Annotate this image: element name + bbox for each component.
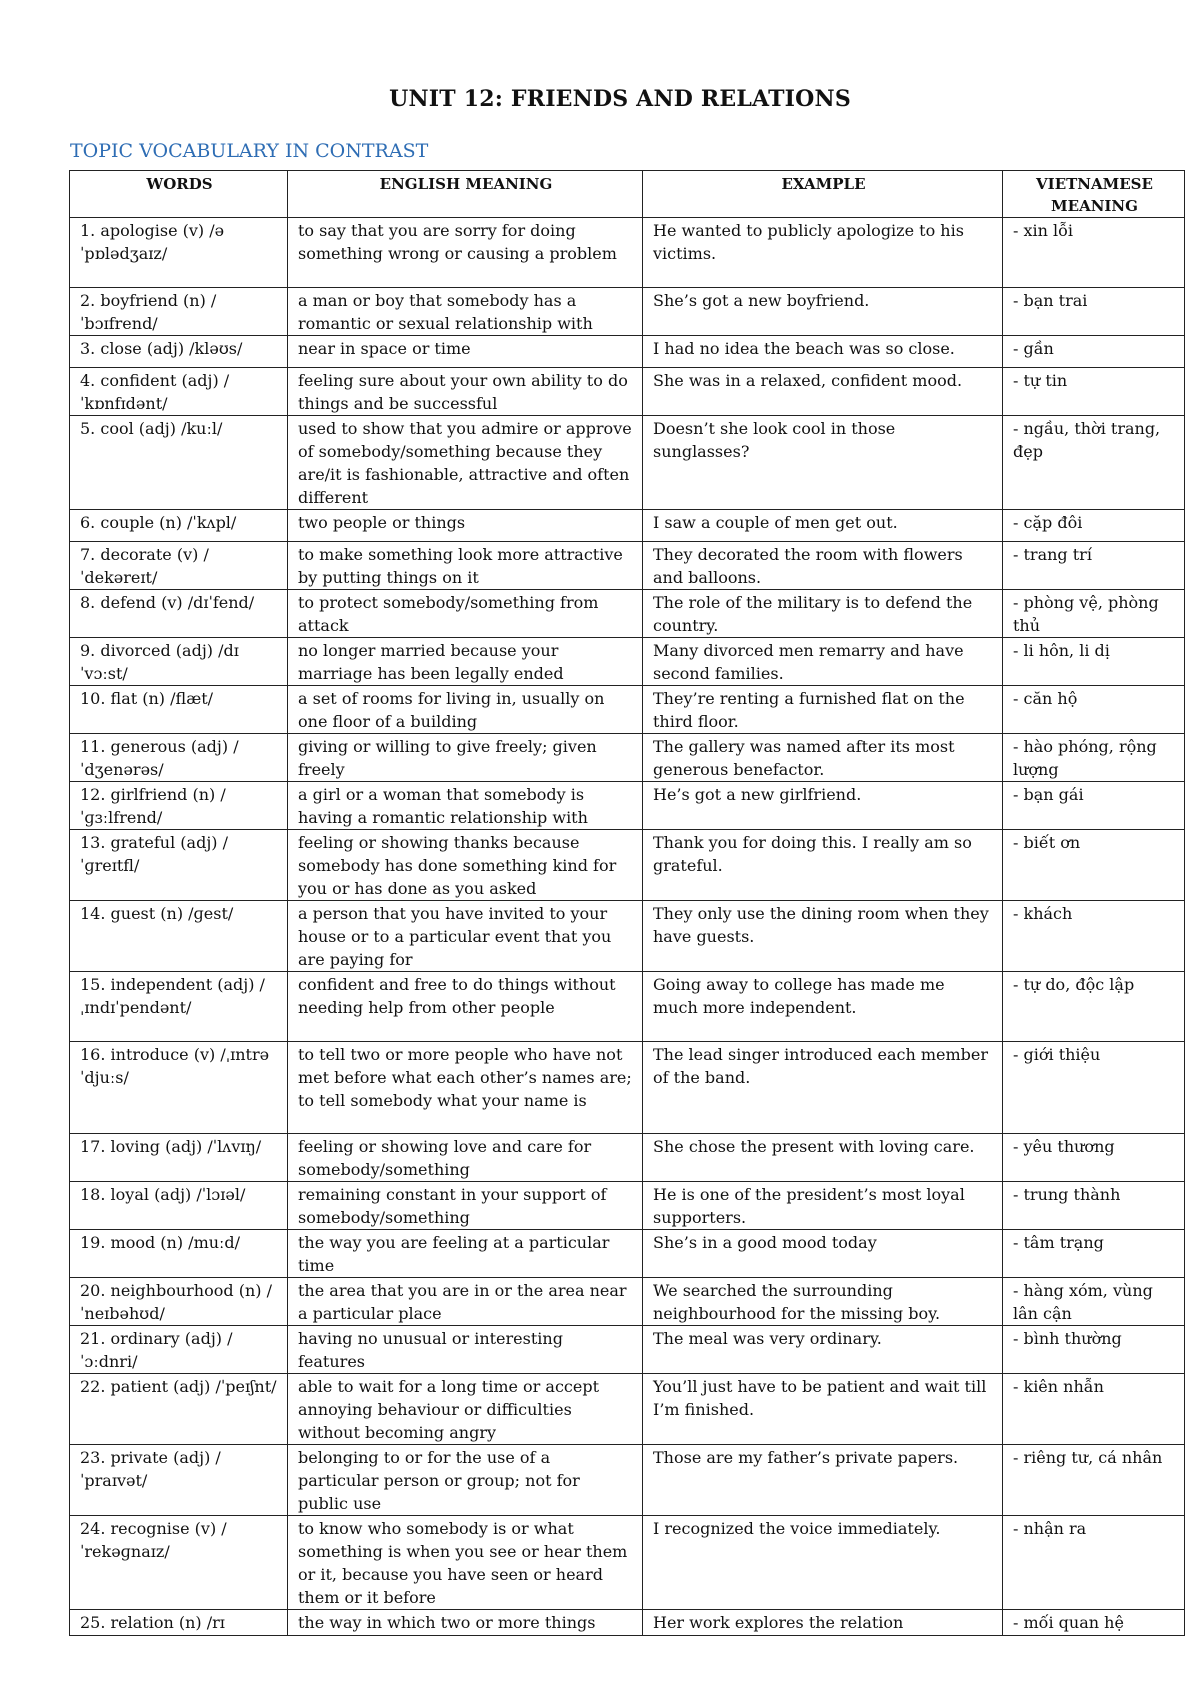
table-row [70, 416, 1185, 510]
word-cell: 25. relation (n) /rɪ [70, 1610, 288, 1636]
vietnamese-meaning-cell: - tự tin [1003, 368, 1185, 416]
example-cell: I had no idea the beach was so close. [643, 336, 1003, 368]
vietnamese-meaning-cell: - nhận ra [1003, 1516, 1185, 1610]
word-cell: 15. independent (adj) /ˌɪndɪˈpendənt/ [70, 972, 288, 1042]
vietnamese-meaning-cell: - tự do, độc lập [1003, 972, 1185, 1042]
vietnamese-meaning-cell: - hàng xóm, vùng lân cận [1003, 1278, 1185, 1326]
table-row [70, 1182, 1185, 1230]
word-cell: 11. generous (adj) /ˈdʒenərəs/ [70, 734, 288, 782]
table-row [70, 1134, 1185, 1182]
example-cell: They only use the dining room when they have guests. [643, 901, 1003, 972]
english-meaning-cell: to know who somebody is or what something is when you see or hear them or it, because you have seen or heard them or it before [288, 1516, 643, 1610]
vietnamese-meaning-cell: - cặp đôi [1003, 510, 1185, 542]
word-cell: 12. girlfriend (n) /ˈɡɜːlfrend/ [70, 782, 288, 830]
table-row [70, 510, 1185, 542]
example-cell: Doesn’t she look cool in those sunglasses? [643, 416, 1003, 510]
word-cell: 3. close (adj) /kləʊs/ [70, 336, 288, 368]
table-row [70, 1610, 1185, 1636]
example-cell: The meal was very ordinary. [643, 1326, 1003, 1374]
english-meaning-cell: the way in which two or more things [288, 1610, 643, 1636]
word-cell: 4. confident (adj) /ˈkɒnfɪdənt/ [70, 368, 288, 416]
english-meaning-cell: having no unusual or interesting features [288, 1326, 643, 1374]
page-title: UNIT 12: FRIENDS AND RELATIONS [389, 86, 851, 112]
table-row [70, 782, 1185, 830]
vietnamese-meaning-cell: - gần [1003, 336, 1185, 368]
vietnamese-meaning-cell: - khách [1003, 901, 1185, 972]
example-cell: Many divorced men remarry and have second families. [643, 638, 1003, 686]
example-cell: I recognized the voice immediately. [643, 1516, 1003, 1610]
table-row [70, 1374, 1185, 1445]
table-row [70, 1278, 1185, 1326]
example-cell: He’s got a new girlfriend. [643, 782, 1003, 830]
english-meaning-cell: feeling or showing thanks because somebody has done something kind for you or has done as you asked [288, 830, 643, 901]
table-row [70, 1445, 1185, 1516]
vietnamese-meaning-cell: - bạn trai [1003, 288, 1185, 336]
english-meaning-cell: to say that you are sorry for doing something wrong or causing a problem [288, 218, 643, 288]
english-meaning-cell: to make something look more attractive by putting things on it [288, 542, 643, 590]
vietnamese-meaning-cell: - hào phóng, rộng lượng [1003, 734, 1185, 782]
vietnamese-meaning-cell: - xin lỗi [1003, 218, 1185, 288]
english-meaning-cell: two people or things [288, 510, 643, 542]
word-cell: 20. neighbourhood (n) /ˈneɪbəhʊd/ [70, 1278, 288, 1326]
english-meaning-cell: near in space or time [288, 336, 643, 368]
vietnamese-meaning-cell: - yêu thương [1003, 1134, 1185, 1182]
vietnamese-meaning-cell: - li hôn, li dị [1003, 638, 1185, 686]
word-cell: 5. cool (adj) /kuːl/ [70, 416, 288, 510]
example-cell: Her work explores the relation [643, 1610, 1003, 1636]
english-meaning-cell: used to show that you admire or approve of somebody/something because they are/it is fashionable, attractive and often different [288, 416, 643, 510]
table-row [70, 590, 1185, 638]
word-cell: 7. decorate (v) /ˈdekəreɪt/ [70, 542, 288, 590]
vietnamese-meaning-cell: - ngầu, thời trang, đẹp [1003, 416, 1185, 510]
example-cell: They’re renting a furnished flat on the third floor. [643, 686, 1003, 734]
english-meaning-cell: belonging to or for the use of a particular person or group; not for public use [288, 1445, 643, 1516]
example-cell: She chose the present with loving care. [643, 1134, 1003, 1182]
table-row [70, 368, 1185, 416]
table-row [70, 1042, 1185, 1134]
word-cell: 24. recognise (v) /ˈrekəɡnaɪz/ [70, 1516, 288, 1610]
word-cell: 10. flat (n) /flæt/ [70, 686, 288, 734]
table-row [70, 542, 1185, 590]
example-cell: He wanted to publicly apologize to his victims. [643, 218, 1003, 288]
table-row [70, 734, 1185, 782]
word-cell: 1. apologise (v) /əˈpɒlədʒaɪz/ [70, 218, 288, 288]
example-cell: The role of the military is to defend the country. [643, 590, 1003, 638]
table-row [70, 1230, 1185, 1278]
word-cell: 8. defend (v) /dɪˈfend/ [70, 590, 288, 638]
english-meaning-cell: a girl or a woman that somebody is having a romantic relationship with [288, 782, 643, 830]
table-row [70, 218, 1185, 288]
english-meaning-cell: confident and free to do things without needing help from other people [288, 972, 643, 1042]
word-cell: 21. ordinary (adj) /ˈɔːdnri/ [70, 1326, 288, 1374]
example-cell: She’s got a new boyfriend. [643, 288, 1003, 336]
vocabulary-table [69, 170, 1185, 1636]
word-cell: 19. mood (n) /muːd/ [70, 1230, 288, 1278]
table-row [70, 972, 1185, 1042]
header-vietnamese-meaning: VIETNAMESE MEANING [1003, 171, 1185, 218]
example-cell: She’s in a good mood today [643, 1230, 1003, 1278]
english-meaning-cell: a man or boy that somebody has a romantic or sexual relationship with [288, 288, 643, 336]
english-meaning-cell: no longer married because your marriage has been legally ended [288, 638, 643, 686]
vietnamese-meaning-cell: - bạn gái [1003, 782, 1185, 830]
vietnamese-meaning-cell: - phòng vệ, phòng thủ [1003, 590, 1185, 638]
english-meaning-cell: the way you are feeling at a particular time [288, 1230, 643, 1278]
english-meaning-cell: feeling sure about your own ability to do things and be successful [288, 368, 643, 416]
vietnamese-meaning-cell: - kiên nhẫn [1003, 1374, 1185, 1445]
table-row [70, 686, 1185, 734]
example-cell: We searched the surrounding neighbourhood for the missing boy. [643, 1278, 1003, 1326]
vietnamese-meaning-cell: - giới thiệu [1003, 1042, 1185, 1134]
english-meaning-cell: remaining constant in your support of somebody/something [288, 1182, 643, 1230]
table-row [70, 901, 1185, 972]
word-cell: 18. loyal (adj) /ˈlɔɪəl/ [70, 1182, 288, 1230]
example-cell: He is one of the president’s most loyal supporters. [643, 1182, 1003, 1230]
example-cell: I saw a couple of men get out. [643, 510, 1003, 542]
header-example: EXAMPLE [643, 171, 1003, 218]
english-meaning-cell: to protect somebody/something from attack [288, 590, 643, 638]
english-meaning-cell: the area that you are in or the area near a particular place [288, 1278, 643, 1326]
vietnamese-meaning-cell: - căn hộ [1003, 686, 1185, 734]
example-cell: The gallery was named after its most generous benefactor. [643, 734, 1003, 782]
header-words: WORDS [70, 171, 288, 218]
english-meaning-cell: giving or willing to give freely; given freely [288, 734, 643, 782]
english-meaning-cell: feeling or showing love and care for somebody/something [288, 1134, 643, 1182]
section-title: TOPIC VOCABULARY IN CONTRAST [70, 140, 429, 162]
vietnamese-meaning-cell: - bình thường [1003, 1326, 1185, 1374]
table-row [70, 638, 1185, 686]
vietnamese-meaning-cell: - trung thành [1003, 1182, 1185, 1230]
table-row [70, 288, 1185, 336]
example-cell: Going away to college has made me much more independent. [643, 972, 1003, 1042]
header-english-meaning: ENGLISH MEANING [288, 171, 643, 218]
table-row [70, 336, 1185, 368]
english-meaning-cell: a set of rooms for living in, usually on one floor of a building [288, 686, 643, 734]
vietnamese-meaning-cell: - mối quan hệ [1003, 1610, 1185, 1636]
example-cell: Those are my father’s private papers. [643, 1445, 1003, 1516]
table-row [70, 1326, 1185, 1374]
word-cell: 9. divorced (adj) /dɪˈvɔːst/ [70, 638, 288, 686]
english-meaning-cell: a person that you have invited to your house or to a particular event that you are paying for [288, 901, 643, 972]
word-cell: 16. introduce (v) /ˌɪntrəˈdjuːs/ [70, 1042, 288, 1134]
vietnamese-meaning-cell: - riêng tư, cá nhân [1003, 1445, 1185, 1516]
example-cell: They decorated the room with flowers and balloons. [643, 542, 1003, 590]
example-cell: The lead singer introduced each member of the band. [643, 1042, 1003, 1134]
word-cell: 13. grateful (adj) /ˈɡreɪtfl/ [70, 830, 288, 901]
example-cell: She was in a relaxed, confident mood. [643, 368, 1003, 416]
vietnamese-meaning-cell: - tâm trạng [1003, 1230, 1185, 1278]
table-row [70, 830, 1185, 901]
example-cell: Thank you for doing this. I really am so grateful. [643, 830, 1003, 901]
table-row [70, 1516, 1185, 1610]
english-meaning-cell: able to wait for a long time or accept annoying behaviour or difficulties without becoming angry [288, 1374, 643, 1445]
word-cell: 22. patient (adj) /ˈpeɪʃnt/ [70, 1374, 288, 1445]
vietnamese-meaning-cell: - trang trí [1003, 542, 1185, 590]
word-cell: 2. boyfriend (n) /ˈbɔɪfrend/ [70, 288, 288, 336]
vietnamese-meaning-cell: - biết ơn [1003, 830, 1185, 901]
word-cell: 23. private (adj) /ˈpraɪvət/ [70, 1445, 288, 1516]
table-header-row [70, 171, 1185, 218]
english-meaning-cell: to tell two or more people who have not met before what each other’s names are; to tell somebody what your name is [288, 1042, 643, 1134]
example-cell: You’ll just have to be patient and wait till I’m finished. [643, 1374, 1003, 1445]
word-cell: 14. guest (n) /ɡest/ [70, 901, 288, 972]
word-cell: 17. loving (adj) /ˈlʌvɪŋ/ [70, 1134, 288, 1182]
word-cell: 6. couple (n) /ˈkʌpl/ [70, 510, 288, 542]
